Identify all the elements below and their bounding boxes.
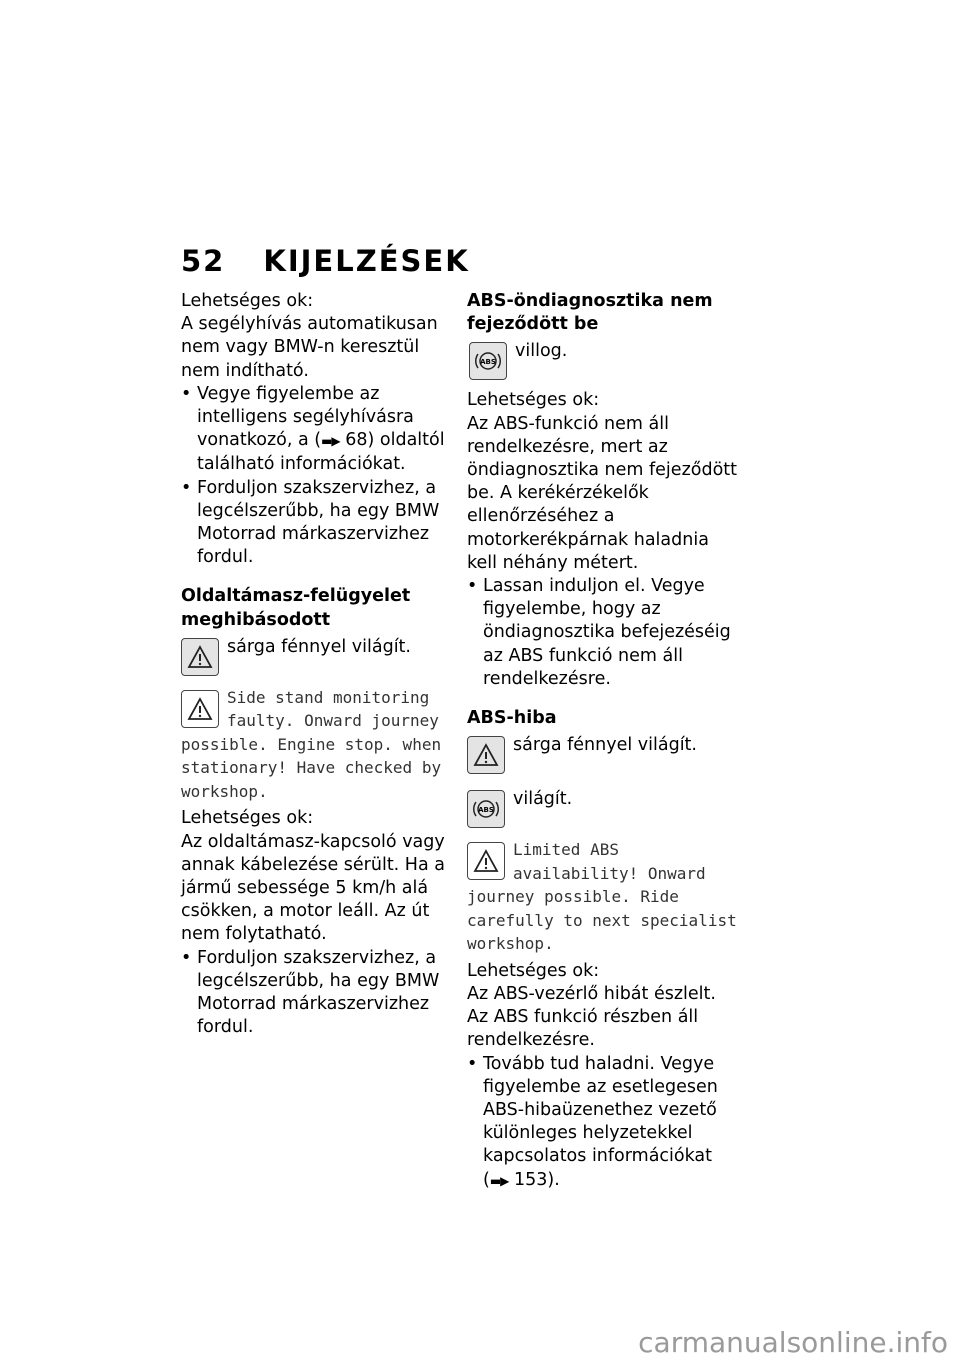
- display-message: [181, 686, 451, 804]
- cause-text: Az ABS-vezérlő hibát észlelt. Az ABS funkció részben áll rendelkezésre.: [467, 983, 716, 1051]
- indicator-text: sárga fénnyel világít.: [227, 636, 411, 657]
- indicator-row: [467, 734, 737, 774]
- arrow-ref-icon: ▬▶: [321, 434, 340, 449]
- cause-text: A segélyhívás automatikusan nem vagy BMW-n keresztül nem indítható.: [181, 314, 438, 381]
- cause-text: Az oldaltámasz-kapcsoló vagy annak kábelezése sérült. Ha a jármű sebessége 5 km/h alá csökken, a motor leáll. Az út nem folytatható.: [181, 831, 445, 945]
- section-heading: Oldaltámasz-felügyelet meghibásodott: [181, 586, 411, 630]
- svg-text:ABS: ABS: [478, 806, 494, 815]
- svg-text:ABS: ABS: [480, 358, 496, 367]
- possible-cause-label: Lehetséges ok:: [467, 960, 600, 981]
- abs-icon: [469, 342, 507, 380]
- list-item: • Forduljon szakszervizhez, a legcélszerűbb, ha egy BMW Motorrad márkaszervizhez fordul.: [181, 947, 451, 1040]
- right-column: [467, 290, 737, 1193]
- page-title: KIJELZÉSEK: [263, 244, 470, 278]
- indicator-row: [467, 788, 737, 828]
- cause-text: Az ABS-funkció nem áll rendelkezésre, mert az öndiagnosztika nem fejeződött be. A kerékérzékelők ellenőrzéséhez a motorkerékpárnak haladnia kell néhány métert.: [467, 413, 737, 573]
- section-heading: ABS-öndiagnosztika nem fejeződött be: [467, 291, 713, 335]
- warning-triangle-icon: [467, 736, 505, 774]
- possible-cause-label: Lehetséges ok:: [181, 291, 314, 311]
- possible-cause-label: Lehetséges ok:: [181, 808, 314, 829]
- abs-icon: [467, 790, 505, 828]
- indicator-text: sárga fénnyel világít.: [513, 735, 697, 756]
- page-header: [181, 244, 470, 278]
- watermark: carmanualsonline.info: [638, 1326, 948, 1359]
- section-heading: ABS-hiba: [467, 708, 557, 729]
- indicator-text: világít.: [513, 789, 573, 810]
- page-number: 52: [181, 244, 226, 278]
- left-column: [181, 290, 451, 1039]
- indicator-row: [181, 636, 451, 676]
- possible-cause-label: Lehetséges ok:: [467, 390, 600, 411]
- display-message-text: Side stand monitoring faulty. Onward journey possible. Engine stop. when stationary! Have checked by workshop.: [181, 687, 442, 801]
- list-item: • Forduljon szakszervizhez, a legcélszerűbb, ha egy BMW Motorrad márkaszervizhez fordul.: [181, 477, 451, 570]
- warning-triangle-icon: [181, 638, 219, 676]
- indicator-row: [469, 340, 737, 380]
- list-item: • Tovább tud haladni. Vegye figyelembe az esetlegesen ABS-hibaüzenethez vezető különleges helyzetekkel kapcsolatos információkat (▬▶ 153).: [467, 1053, 737, 1193]
- list-item: • Vegye figyelembe az intelligens segélyhívásra vonatkozó, a (▬▶ 68) oldaltól található információkat.: [181, 383, 451, 477]
- warning-triangle-icon: [181, 690, 219, 728]
- list-item: • Lassan induljon el. Vegye figyelembe, hogy az öndiagnosztika befejezéséig az ABS funkció nem áll rendelkezésre.: [467, 575, 737, 691]
- display-message: [467, 838, 737, 956]
- display-message-text: Limited ABS availability! Onward journey possible. Ride carefully to next specialist workshop.: [467, 840, 737, 954]
- warning-triangle-icon: [467, 842, 505, 880]
- indicator-text: villog.: [515, 341, 568, 362]
- arrow-ref-icon: ▬▶: [489, 1173, 509, 1188]
